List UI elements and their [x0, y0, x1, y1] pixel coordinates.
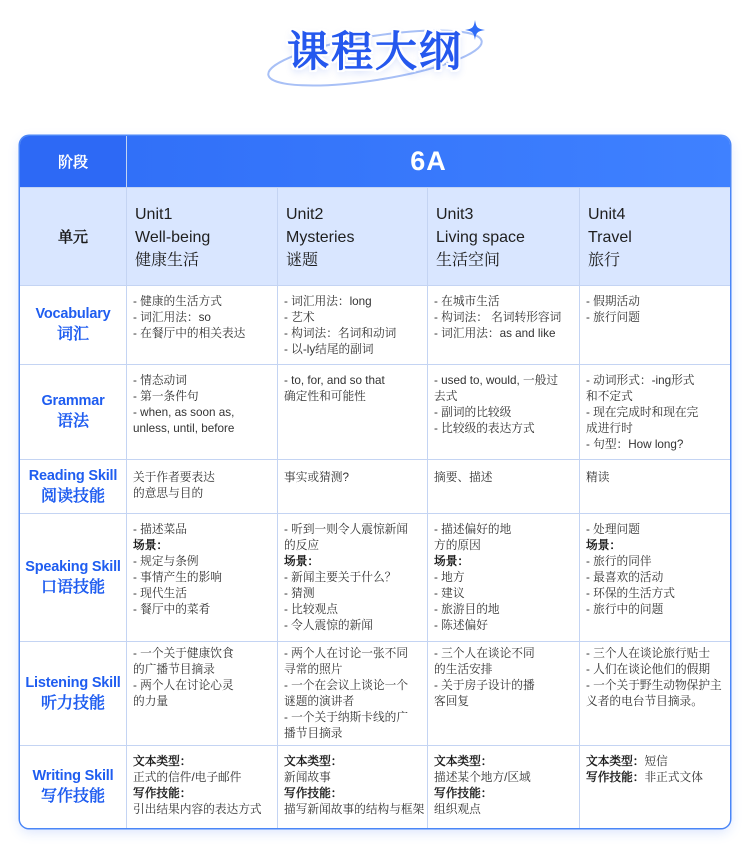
row-label-en: Writing Skill — [32, 768, 114, 784]
cell-line: - 第一条件句 — [133, 390, 199, 403]
cell-line-heading: 写作技能： — [133, 787, 192, 800]
cell-line: 寻常的照片 — [284, 663, 343, 676]
row-label-zh: 口语技能 — [40, 578, 105, 596]
unit-name-zh: 生活空间 — [436, 252, 501, 269]
cell-line — [434, 554, 575, 570]
row-label-vocabulary — [20, 286, 126, 364]
cell-line: - 关于房子设计的播 — [434, 679, 535, 692]
writing-skill-cell-unit2 — [278, 746, 427, 828]
listening-skill-cell-unit1 — [127, 642, 277, 745]
cell-line: 关于作者要表达 — [133, 471, 215, 484]
cell-line: - 构词法：名词和动词 — [284, 327, 397, 340]
speaking-skill-cell-unit3 — [428, 514, 579, 641]
cell-line: - 构词法： 名词转形容词 — [434, 311, 562, 324]
cell-line — [133, 538, 273, 554]
cell-line: 去式 — [434, 390, 458, 403]
cell-line: - 在餐厅中的相关表达 — [133, 327, 246, 340]
reading-skill-cell-unit3 — [428, 460, 579, 513]
cell-line: 方的原因 — [434, 539, 481, 552]
cell-line: - 陈述偏好 — [434, 619, 488, 632]
cell-line: 引出结果内容的表达方式 — [133, 803, 262, 816]
speaking-skill-cell-unit1 — [127, 514, 277, 641]
row-label-en: Speaking Skill — [25, 558, 121, 575]
cell-line — [586, 770, 726, 786]
unit-name-en: Well-being — [135, 229, 211, 246]
vocabulary-cell-unit4 — [580, 286, 730, 364]
unit-name-en: Travel — [588, 229, 632, 246]
row-label-reading-skill — [20, 460, 126, 513]
reading-skill-cell-unit4 — [580, 460, 730, 513]
cell-line-heading: 文本类型： — [434, 755, 493, 768]
cell-line-heading: 写作技能： — [586, 771, 645, 784]
cell-line: - 以-ly结尾的副词 — [284, 343, 374, 356]
unit-header-unit3 — [428, 188, 579, 285]
sparkle-star-icon — [464, 19, 486, 41]
cell-line: - 副词的比较级 — [434, 406, 512, 419]
cell-line: - 描述偏好的地 — [434, 523, 512, 536]
cell-line: - 地方 — [434, 571, 465, 584]
cell-line: 描述某个地方/区域 — [434, 771, 531, 784]
cell-line: - 餐厅中的菜肴 — [133, 603, 211, 616]
speaking-skill-cell-unit4 — [580, 514, 730, 641]
cell-line — [133, 786, 273, 802]
row-label-writing-skill — [20, 746, 126, 828]
unit-number: Unit3 — [436, 206, 474, 223]
row-label-en: Vocabulary — [35, 306, 111, 322]
cell-line: - 人们在谈论他们的假期 — [586, 663, 711, 676]
row-label-en: Grammar — [41, 393, 105, 409]
cell-line: - 猜测 — [284, 587, 315, 600]
cell-line: 播节目摘录 — [284, 727, 343, 740]
reading-skill-cell-unit2 — [278, 460, 427, 513]
cell-line: - 旅行中的问题 — [586, 603, 664, 616]
grammar-cell-unit2 — [278, 365, 427, 459]
writing-skill-cell-unit3 — [428, 746, 579, 828]
cell-line: 的力量 — [133, 695, 169, 708]
row-label-zh: 语法 — [56, 413, 89, 430]
unit-header-unit2 — [278, 188, 427, 285]
cell-line-text: 非正式文体 — [644, 771, 703, 784]
unit-name-zh: 谜题 — [286, 252, 319, 269]
cell-line: 客回复 — [434, 695, 470, 708]
row-label-en: Reading Skill — [28, 467, 118, 484]
listening-skill-cell-unit2 — [278, 642, 427, 745]
speaking-skill-cell-unit2 — [278, 514, 427, 641]
cell-line: 谜题的演讲者 — [284, 695, 355, 708]
unit-number: Unit2 — [286, 206, 324, 223]
cell-line-heading: 场景： — [434, 555, 470, 568]
cell-line — [284, 754, 423, 770]
vocabulary-cell-unit2 — [278, 286, 427, 364]
unit-number: Unit4 — [588, 206, 626, 223]
curriculum-table — [20, 136, 730, 828]
cell-line — [586, 754, 726, 770]
vocabulary-cell-unit1 — [127, 286, 277, 364]
cell-line: 义者的电台节目摘录。 — [586, 695, 703, 708]
cell-line: - to, for, and so that — [284, 374, 385, 387]
cell-line: 组织观点 — [434, 803, 481, 816]
cell-line-heading: 场景： — [284, 555, 320, 568]
row-label-zh: 阅读技能 — [40, 487, 105, 505]
row-label-zh: 写作技能 — [40, 788, 105, 805]
row-label-speaking-skill — [20, 514, 126, 641]
cell-line: 成进行时 — [586, 422, 633, 435]
cell-line — [434, 754, 575, 770]
stage-value-cell — [127, 136, 730, 187]
stage-label-cell — [20, 136, 126, 187]
vocabulary-cell-unit3 — [428, 286, 579, 364]
listening-skill-cell-unit3 — [428, 642, 579, 745]
cell-line: - 词汇用法：so — [133, 311, 211, 324]
stage-value: 6A — [410, 146, 447, 176]
cell-line-heading: 场景： — [133, 539, 169, 552]
cell-line: 正式的信件/电子邮件 — [133, 771, 242, 784]
cell-line: - 描述菜品 — [133, 523, 187, 536]
cell-line: - 两个人在讨论心灵 — [133, 679, 234, 692]
units-label: 单元 — [57, 229, 88, 246]
cell-line: - 最喜欢的活动 — [586, 571, 664, 584]
cell-line: - 处理问题 — [586, 523, 640, 536]
row-label-grammar — [20, 365, 126, 459]
cell-line: 描写新闻故事的结构与框架 — [284, 803, 425, 816]
row-label-zh: 听力技能 — [40, 694, 105, 712]
cell-line: - 艺术 — [284, 311, 315, 324]
cell-line: - 情态动词 — [133, 374, 187, 387]
cell-line: 精读 — [586, 471, 610, 484]
cell-line-heading: 写作技能： — [284, 787, 343, 800]
cell-line-text: 短信 — [644, 755, 668, 768]
unit-name-en: Mysteries — [286, 229, 355, 246]
page-title: 课程大纲 — [286, 28, 463, 75]
cell-line: - 两个人在讨论一张不同 — [284, 647, 409, 660]
listening-skill-cell-unit4 — [580, 642, 730, 745]
title-banner — [0, 0, 750, 110]
cell-line: - 三个人在谈论旅行贴士 — [586, 647, 711, 660]
unit-header-unit1 — [127, 188, 277, 285]
cell-line: 事实或猜测? — [284, 471, 349, 484]
row-label-listening-skill — [20, 642, 126, 745]
cell-line: - 词汇用法：as and like — [434, 327, 556, 340]
cell-line: 的广播节目摘录 — [133, 663, 215, 676]
cell-line: - 一个在会议上谈论一个 — [284, 679, 409, 692]
cell-line — [284, 786, 423, 802]
cell-line — [586, 538, 726, 554]
writing-skill-cell-unit4 — [580, 746, 730, 828]
cell-line: - 句型：How long? — [586, 438, 684, 451]
cell-line: - 环保的生活方式 — [586, 587, 675, 600]
cell-line: - 词汇用法：long — [284, 295, 372, 308]
grammar-cell-unit3 — [428, 365, 579, 459]
cell-line-heading: 场景： — [586, 539, 622, 552]
cell-line: 新闻故事 — [284, 771, 331, 784]
cell-line: - 旅行问题 — [586, 311, 640, 324]
grammar-cell-unit4 — [580, 365, 730, 459]
cell-line-heading: 写作技能： — [434, 787, 493, 800]
cell-line: 确定性和可能性 — [284, 390, 366, 403]
cell-line: - 规定与条例 — [133, 555, 199, 568]
cell-line: - 比较级的表达方式 — [434, 422, 535, 435]
cell-line: - 一个关于纳斯卡线的广 — [284, 711, 409, 724]
row-label-zh: 词汇 — [56, 326, 89, 343]
cell-line: - 旅行的同伴 — [586, 555, 652, 568]
cell-line: 摘要、描述 — [434, 471, 493, 484]
unit-name-zh: 健康生活 — [135, 252, 200, 269]
cell-line: - 比较观点 — [284, 603, 338, 616]
grammar-cell-unit1 — [127, 365, 277, 459]
unit-header-unit4 — [580, 188, 730, 285]
row-label-en: Listening Skill — [25, 674, 121, 691]
cell-line: - 令人震惊的新闻 — [284, 619, 373, 632]
cell-line: - 事情产生的影响 — [133, 571, 222, 584]
cell-line: - 建议 — [434, 587, 465, 600]
units-label-cell — [20, 188, 126, 285]
cell-line: - used to, would, 一般过 — [434, 374, 559, 387]
unit-number: Unit1 — [135, 206, 173, 223]
cell-line: - 听到一则令人震惊新闻 — [284, 523, 409, 536]
cell-line: 的反应 — [284, 539, 320, 552]
cell-line: - 现代生活 — [133, 587, 187, 600]
cell-line: - 健康的生活方式 — [133, 295, 222, 308]
cell-line-heading: 文本类型： — [586, 755, 645, 768]
cell-line: 和不定式 — [586, 390, 633, 403]
cell-line: - 动词形式：-ing形式 — [586, 374, 695, 387]
cell-line: - when, as soon as, — [133, 406, 235, 419]
cell-line: - 现在完成时和现在完 — [586, 406, 699, 419]
cell-line: - 三个人在谈论不同 — [434, 647, 535, 660]
cell-line — [133, 754, 273, 770]
cell-line: - 旅游目的地 — [434, 603, 500, 616]
unit-name-en: Living space — [436, 229, 525, 246]
cell-line: 的生活安排 — [434, 663, 493, 676]
cell-line: - 一个关于野生动物保护主 — [586, 679, 722, 692]
cell-line: - 新闻主要关于什么？ — [284, 571, 397, 584]
writing-skill-cell-unit1 — [127, 746, 277, 828]
unit-name-zh: 旅行 — [588, 252, 621, 269]
cell-line: - 假期活动 — [586, 295, 640, 308]
reading-skill-cell-unit1 — [127, 460, 277, 513]
cell-line-heading: 文本类型： — [284, 755, 343, 768]
stage-label: 阶段 — [57, 154, 88, 171]
cell-line: unless, until, before — [133, 422, 235, 435]
cell-line: 的意思与目的 — [133, 487, 204, 500]
cell-line — [434, 786, 575, 802]
cell-line: - 一个关于健康饮食 — [133, 647, 234, 660]
cell-line-heading: 文本类型： — [133, 755, 192, 768]
cell-line: - 在城市生活 — [434, 295, 500, 308]
cell-line — [284, 554, 423, 570]
